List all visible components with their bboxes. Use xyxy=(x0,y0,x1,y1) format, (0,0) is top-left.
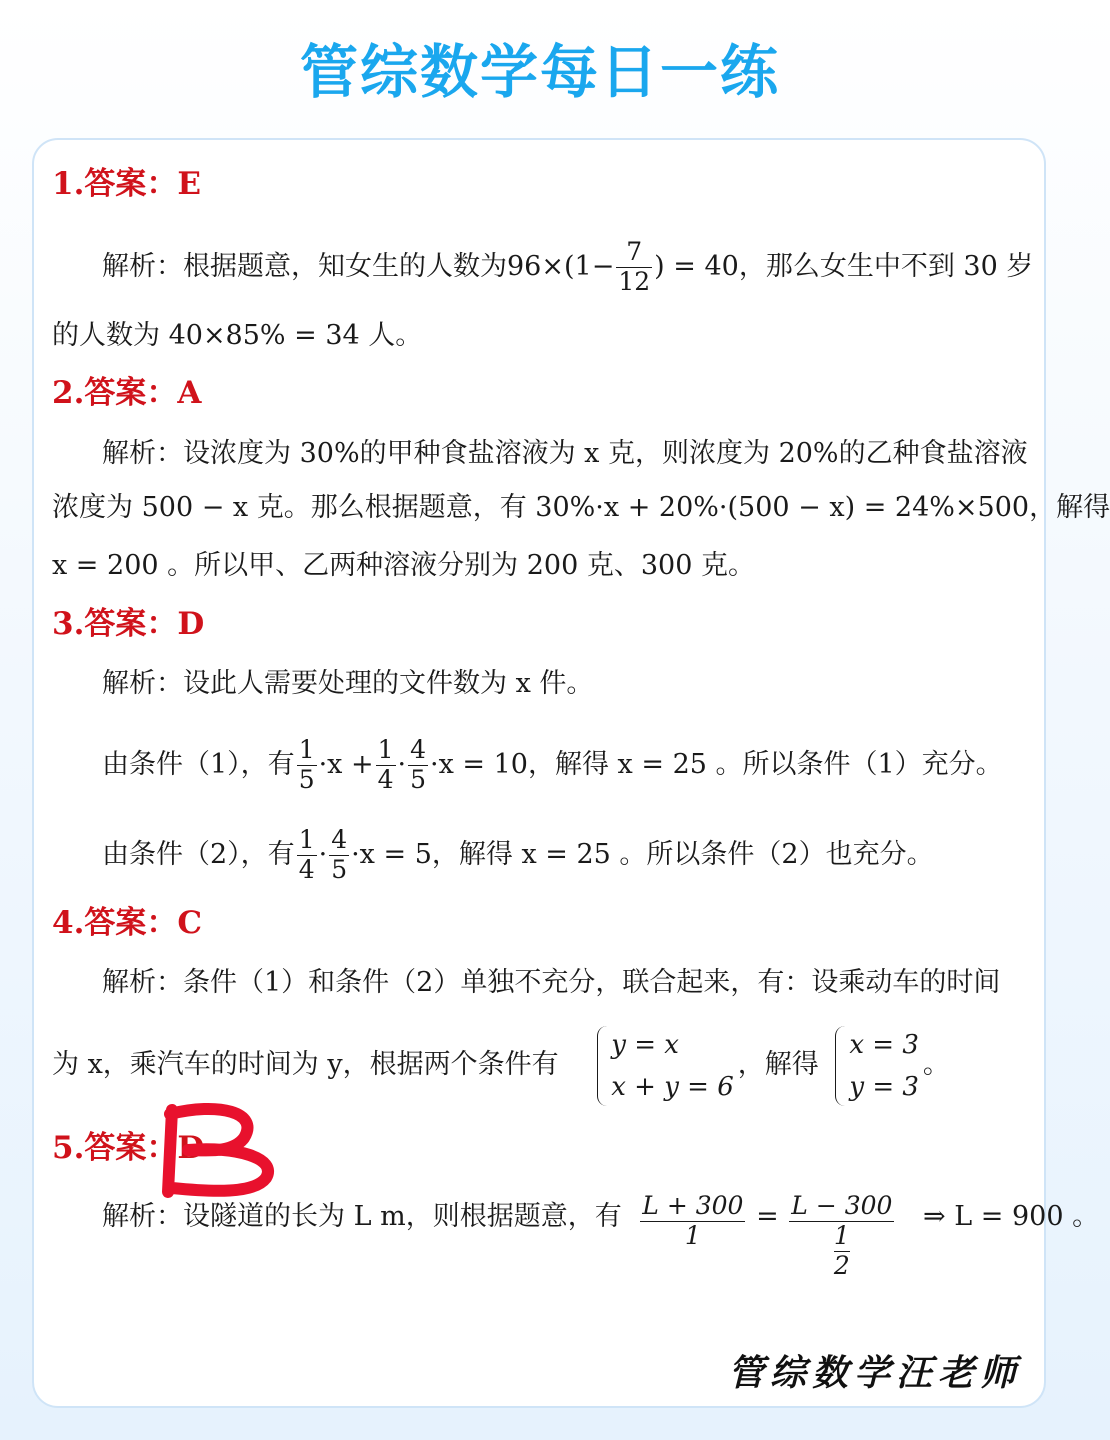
q2-explanation-line2: 浓度为 500 − x 克。那么根据题意，有 30%·x + 20%·(500 − x) = 24%×500，解得 xyxy=(52,492,1110,523)
answer-1-heading: 1.答案：E xyxy=(52,166,201,202)
q1-explanation-line2: 的人数为 40×85% = 34 人。 xyxy=(52,320,423,351)
q5-fraction-right: $\frac{L - 300}{\frac{1}{2}}$ xyxy=(791,1191,893,1280)
q4-explanation-line2: 为 x，乘汽车的时间为 y，根据两个条件有 y = x x + y = 6 ，解得 x = 3 y = 3 。 xyxy=(52,1022,950,1108)
page-title: 管综数学每日一练 xyxy=(299,38,780,106)
q3-c1-fraction-3: $\frac{4}{5}$ xyxy=(410,735,427,794)
q1-fraction: $\frac{7}{12}$ xyxy=(618,237,651,296)
q4-equation-system-1: y = x x + y = 6 xyxy=(597,1024,734,1108)
answer-5-heading: 5.答案：D xyxy=(52,1130,205,1166)
q3-c1-fraction-1: $\frac{1}{5}$ xyxy=(298,735,315,794)
q1-explanation-line1: 解析：根据题意，知女生的人数为96×(1− $\frac{7}{12}$ ) = 40，那么女生中不到 30 岁 xyxy=(102,237,1034,296)
q2-explanation-line1: 解析：设浓度为 30%的甲种食盐溶液为 x 克，则浓度为 20%的乙种食盐溶液 xyxy=(102,438,1028,469)
answer-4-heading: 4.答案：C xyxy=(52,905,203,941)
answer-2-heading: 2.答案：A xyxy=(52,375,202,411)
q5-explanation-line1: 解析：设隧道的长为 L m，则根据题意，有 $\frac{L + 300}{1}$ = $\frac{L - 300}{\frac{1}{2}}$ ⇒ L = 900 。 xyxy=(102,1191,1100,1280)
q3-condition1: 由条件（1），有 $\frac{1}{5}$ ·x + $\frac{1}{4}$ · $\frac{4}{5}$ ·x = 10，解得 x = 25 。所以条件（1）充分。 xyxy=(102,735,1003,794)
answer-3-heading: 3.答案：D xyxy=(52,606,205,642)
signature: 管综数学汪老师 xyxy=(727,1352,1022,1394)
q3-c2-fraction-1: $\frac{1}{4}$ xyxy=(298,825,315,884)
q3-c1-fraction-2: $\frac{1}{4}$ xyxy=(377,735,394,794)
q5-fraction-left: $\frac{L + 300}{1}$ xyxy=(642,1191,744,1250)
q4-explanation-line1: 解析：条件（1）和条件（2）单独不充分，联合起来，有：设乘动车的时间 xyxy=(102,967,1001,998)
q3-explanation-line1: 解析：设此人需要处理的文件数为 x 件。 xyxy=(102,668,594,699)
q4-equation-system-2: x = 3 y = 3 xyxy=(835,1024,919,1108)
handwritten-b-correction xyxy=(158,1100,283,1200)
q3-condition2: 由条件（2），有 $\frac{1}{4}$ · $\frac{4}{5}$ ·x = 5，解得 x = 25 。所以条件（2）也充分。 xyxy=(102,825,934,884)
q2-explanation-line3: x = 200 。所以甲、乙两种溶液分别为 200 克、300 克。 xyxy=(52,550,755,581)
q3-c2-fraction-2: $\frac{4}{5}$ xyxy=(331,825,348,884)
